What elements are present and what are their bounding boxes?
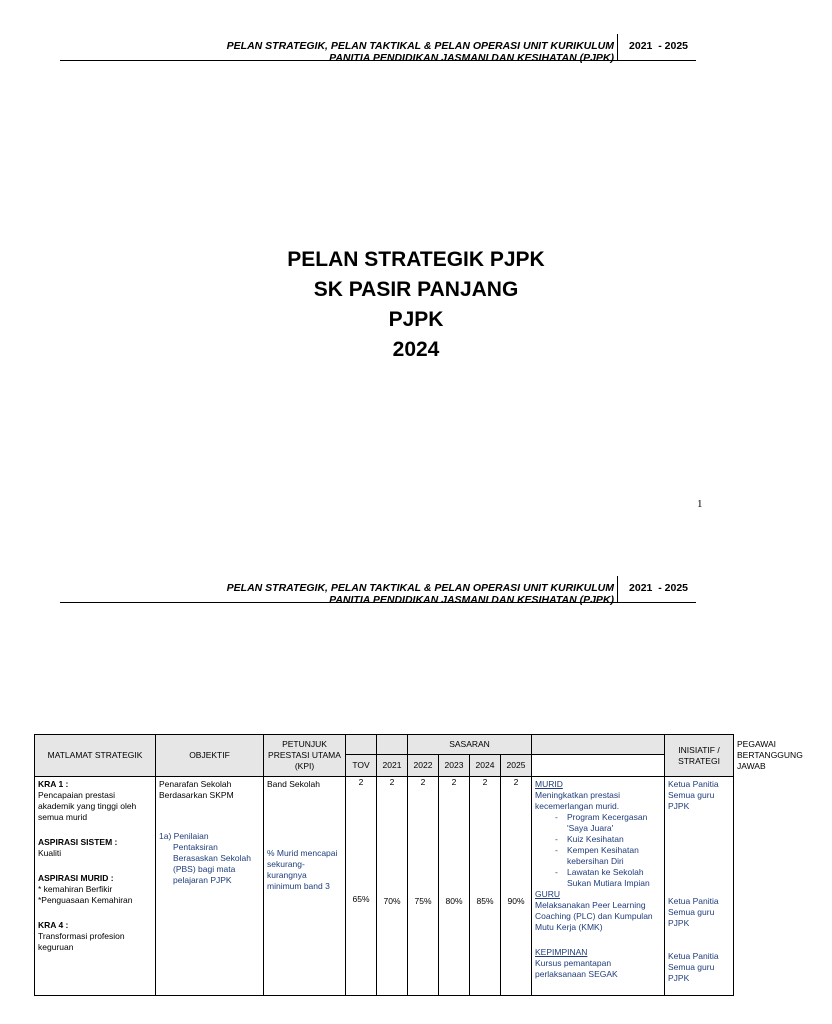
- percent-value-2024: 85%: [476, 896, 494, 906]
- header-rule: [60, 602, 696, 603]
- table-row: [35, 777, 734, 996]
- header-year-2024: 2024: [470, 755, 501, 777]
- band-value-2023: 2: [451, 777, 457, 787]
- objektif-2-text: Pentaksiran Berasaskan Sekolah (PBS) bagi mata pelajaran PJPK: [173, 842, 251, 885]
- kra4-text: Transformasi profesion keguruan: [38, 931, 125, 952]
- header-separator: [617, 34, 618, 60]
- list-item: - Kuiz Kesihatan: [555, 834, 661, 845]
- header-kpi: PETUNJUK PRESTASI UTAMA (KPI): [264, 735, 346, 777]
- band-value-2024: 2: [482, 777, 488, 787]
- page-number: 1: [697, 498, 703, 510]
- header-line-2: PANITIA PENDIDIKAN JASMANI DAN KESIHATAN (PJPK): [329, 52, 614, 64]
- header-years: 2021 - 2025: [629, 582, 688, 594]
- header-blank-3: [532, 735, 665, 755]
- percent-value-2025: 90%: [507, 896, 525, 906]
- header-year-2023: 2023: [439, 755, 470, 777]
- header-inisiatif: INISIATIF / STRATEGI: [665, 735, 734, 777]
- inisiatif-murid-list: [535, 812, 661, 889]
- pegawai-3-line-2: Semua guru PJPK: [668, 962, 715, 983]
- tov-cell: [346, 777, 377, 996]
- inisiatif-kepimpinan-heading: KEPIMPINAN: [535, 947, 588, 957]
- header-year-2025: 2025: [501, 755, 532, 777]
- pegawai-3-line-1: Ketua Panitia: [668, 951, 719, 961]
- band-value-2021: 2: [389, 777, 395, 787]
- objektif-2-label: 1a) Penilaian: [159, 831, 209, 841]
- inisiatif-kepimpinan-text: Kursus pemantapan perlaksanaan SEGAK: [535, 958, 618, 979]
- title-line-4: 2024: [392, 338, 440, 361]
- percent-value-2023: 80%: [445, 896, 463, 906]
- year-2022-cell: [408, 777, 439, 996]
- inisiatif-guru-heading: GURU: [535, 889, 561, 899]
- year-2025-cell: [501, 777, 532, 996]
- header-objektif: OBJEKTIF: [156, 735, 264, 777]
- aspirasi-murid-label: ASPIRASI MURID :: [38, 873, 114, 883]
- strategic-plan-table: MATLAMAT STRATEGIK OBJEKTIF PETUNJUK PRESTASI UTAMA (KPI) SASARAN INISIATIF / STRATEGI PEGAWAI BERTANGGUNG JAWAB TOV 2021 2022 2023 2024 2025 KRA 1 : Pencapaian prestasi akademik yang tinggi oleh semua murid ASPIRASI SISTEM : Kualiti ASPIRASI MURID : * kemahiran Berfikir *Penguasaan Kemahiran KRA 4 : Transformasi profesion keguruan Penarafan Sekolah Berdasarkan SKPM 1a) Penilaian Pentaksiran Berasaskan Sekolah (PBS) bagi mata pelajaran PJPK Band Sekolah % Murid mencapai sekurang-kurangnya minimum band 3 2 65% 2 70% 2 75% 2 80% 2 85% 2 90% MURID Meningkatkan prestasi kecemerlangan murid. - Program Kecergasan 'Saya Juara' - Kuiz Kesihatan - Kempen Kesihatan kebersihan Diri - Lawatan ke Sekolah Sukan Mutiara Impian GURU Melaksanakan Peer Learning Coaching (PLC) dan Kumpulan Mutu Kerja (KMK) KEPIMPINAN Kursus pemantapan perlaksanaan SEGAK Ketua Panitia Semua guru PJPK Ketua Panitia Semua guru PJPK Ketua Panitia Semua guru PJPK: [34, 734, 734, 996]
- band-value-2022: 2: [420, 777, 426, 787]
- inisiatif-guru-text: Melaksanakan Peer Learning Coaching (PLC) dan Kumpulan Mutu Kerja (KMK): [535, 900, 653, 932]
- band-value-tov: 2: [358, 777, 364, 787]
- list-item: - Lawatan ke Sekolah Sukan Mutiara Impian: [555, 867, 661, 889]
- pegawai-1-line-2: Semua guru PJPK: [668, 790, 715, 811]
- page-header-1: [60, 34, 696, 74]
- header-year-2021: 2021: [377, 755, 408, 777]
- pegawai-2-line-2: Semua guru PJPK: [668, 907, 715, 928]
- inisiatif-murid-text: Meningkatkan prestasi kecemerlangan murid.: [535, 790, 621, 811]
- matlamat-cell: [35, 777, 156, 996]
- list-item: - Kempen Kesihatan kebersihan Diri: [555, 845, 661, 867]
- year-2023-cell: [439, 777, 470, 996]
- kpi-cell: [264, 777, 346, 996]
- percent-value-2022: 75%: [414, 896, 432, 906]
- pegawai-1-line-1: Ketua Panitia: [668, 779, 719, 789]
- aspirasi-murid-text-2: *Penguasaan Kemahiran: [38, 895, 133, 905]
- kpi-1: Band Sekolah: [267, 779, 320, 789]
- band-value-2025: 2: [513, 777, 519, 787]
- document-title: [0, 245, 832, 365]
- inisiatif-cell: [532, 777, 665, 996]
- aspirasi-sistem-text: Kualiti: [38, 848, 62, 858]
- header-line-1: PELAN STRATEGIK, PELAN TAKTIKAL & PELAN OPERASI UNIT KURIKULUM: [226, 582, 614, 594]
- header-line-2: PANITIA PENDIDIKAN JASMANI DAN KESIHATAN (PJPK): [329, 594, 614, 606]
- list-item: - Program Kecergasan 'Saya Juara': [555, 812, 661, 834]
- header-years: 2021 - 2025: [629, 40, 688, 52]
- page-header-2: [60, 576, 696, 616]
- header-separator: [617, 576, 618, 602]
- pegawai-2-line-1: Ketua Panitia: [668, 896, 719, 906]
- header-tov: TOV: [346, 755, 377, 777]
- kra1-label: KRA 1 :: [38, 779, 69, 789]
- kpi-2: % Murid mencapai sekurang-kurangnya minimum band 3: [267, 848, 338, 891]
- header-line-1: PELAN STRATEGIK, PELAN TAKTIKAL & PELAN OPERASI UNIT KURIKULUM: [226, 40, 614, 52]
- objektif-1: Penarafan Sekolah Berdasarkan SKPM: [159, 779, 234, 800]
- pegawai-cell: [665, 777, 734, 996]
- inisiatif-murid-heading: MURID: [535, 779, 563, 789]
- header-rule: [60, 60, 696, 61]
- percent-value-2021: 70%: [383, 896, 401, 906]
- percent-value-tov: 65%: [352, 894, 370, 904]
- year-2024-cell: [470, 777, 501, 996]
- header-blank-2: [377, 735, 408, 755]
- title-line-3: PJPK: [388, 308, 444, 331]
- aspirasi-murid-text-1: * kemahiran Berfikir: [38, 884, 113, 894]
- title-line-1: PELAN STRATEGIK PJPK: [287, 248, 545, 271]
- year-2021-cell: [377, 777, 408, 996]
- kra1-text: Pencapaian prestasi akademik yang tinggi oleh semua murid: [38, 790, 137, 822]
- kra4-label: KRA 4 :: [38, 920, 69, 930]
- header-year-2022: 2022: [408, 755, 439, 777]
- header-matlamat: MATLAMAT STRATEGIK: [35, 735, 156, 777]
- aspirasi-sistem-label: ASPIRASI SISTEM :: [38, 837, 118, 847]
- title-line-2: SK PASIR PANJANG: [313, 278, 519, 301]
- objektif-cell: [156, 777, 264, 996]
- header-blank-1: [346, 735, 377, 755]
- header-sasaran: SASARAN: [408, 735, 532, 755]
